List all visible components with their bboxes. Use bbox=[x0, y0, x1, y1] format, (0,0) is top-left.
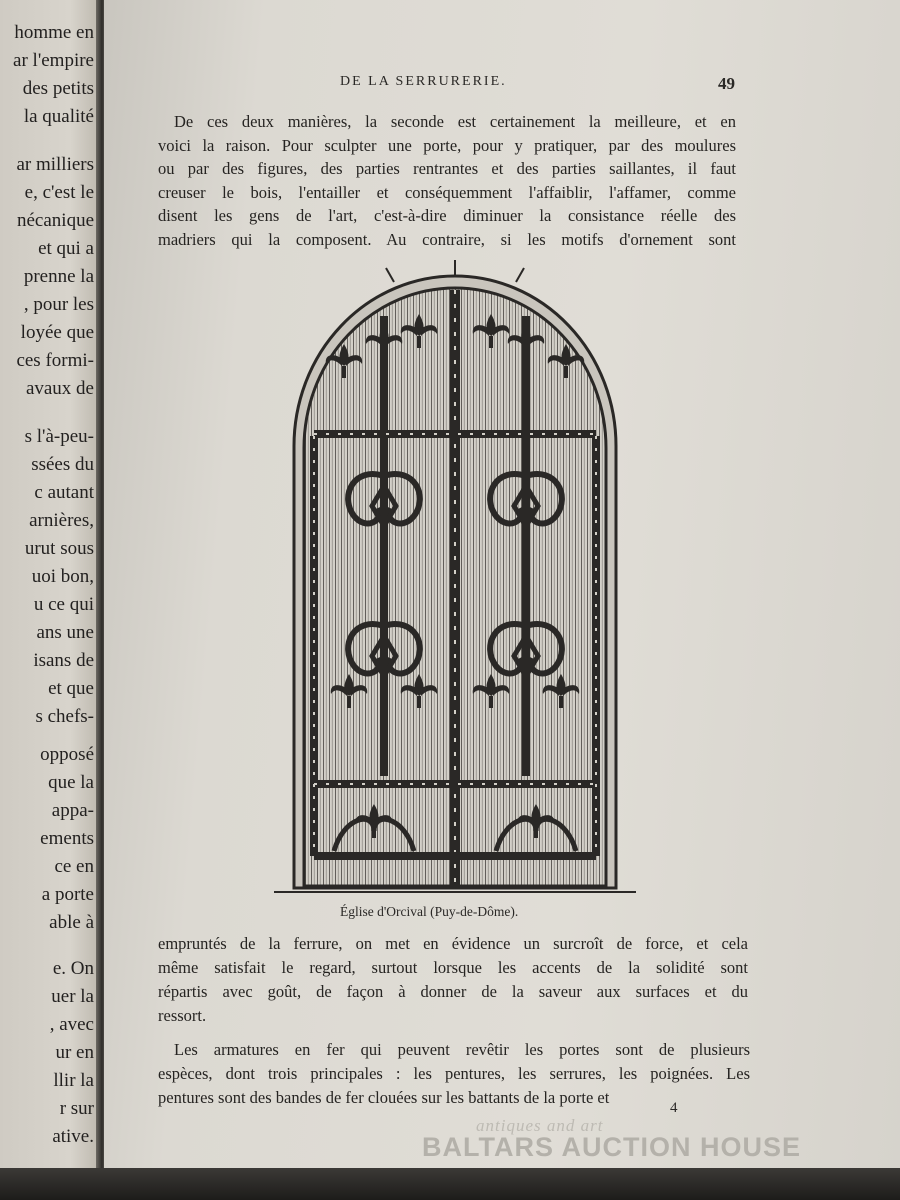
text-line: Les armatures en fer qui peuvent revêtir les portes sont de plusieurs bbox=[174, 1040, 750, 1059]
left-page-text-fragment: s l'à-peu- bbox=[24, 426, 94, 447]
running-title: DE LA SERRURERIE. bbox=[340, 74, 507, 89]
text-line: répartis avec goût, de façon à donner de la saveur aux surfaces et du bbox=[158, 982, 748, 1001]
left-page-text-fragment: uer la bbox=[51, 986, 94, 1007]
left-page-text-fragment: a porte bbox=[41, 884, 94, 905]
left-page-text-fragment: ur en bbox=[55, 1042, 94, 1063]
text-line: creuser le bois, l'entailler et conséquemment l'affaiblir, l'affamer, comme bbox=[158, 182, 736, 202]
left-page-text-fragment: appa- bbox=[51, 800, 94, 821]
left-page-text-fragment: arnières, bbox=[29, 510, 94, 531]
left-facing-page bbox=[0, 0, 100, 1200]
left-page-text-fragment: loyée que bbox=[20, 322, 94, 343]
page-number: 49 bbox=[718, 74, 735, 93]
left-page-text-fragment: u ce qui bbox=[33, 594, 94, 615]
left-page-text-fragment: prenne la bbox=[23, 266, 94, 287]
left-page-text-fragment: homme en bbox=[14, 22, 94, 43]
text-line: ou par des figures, des parties rentrantes et des parties saillantes, il faut bbox=[158, 159, 736, 178]
text-line: pentures sont des bandes de fer clouées sur les battants de la porte et bbox=[158, 1088, 610, 1107]
left-page-text-fragment: isans de bbox=[33, 650, 94, 671]
left-page-text-fragment: ements bbox=[40, 828, 94, 849]
left-page-text-fragment: , avec bbox=[49, 1014, 94, 1035]
signature-mark: 4 bbox=[670, 1100, 678, 1116]
text-line: De ces deux manières, la seconde est certainement la meilleure, et en bbox=[174, 112, 736, 131]
left-page-text-fragment: ans une bbox=[36, 622, 94, 643]
table-surface bbox=[0, 1168, 900, 1200]
left-page-text-fragment: des petits bbox=[22, 78, 94, 99]
text-line: madriers qui la composent. Au contraire, si les motifs d'ornement sont bbox=[158, 229, 736, 249]
text-line: voici la raison. Pour sculpter une porte, pour y pratiquer, par des moulures bbox=[158, 135, 736, 155]
left-page-text-fragment: avaux de bbox=[25, 378, 94, 399]
left-page-text-fragment: uoi bon, bbox=[31, 566, 94, 587]
left-page-text-fragment: llir la bbox=[53, 1070, 94, 1091]
left-page-text-fragment: et que bbox=[48, 678, 94, 699]
left-page-text-fragment: et qui a bbox=[38, 238, 94, 259]
left-page-text-fragment: s chefs- bbox=[35, 706, 94, 727]
left-page-text-fragment: ar l'empire bbox=[13, 50, 94, 71]
watermark-subtitle: antiques and art bbox=[476, 1116, 604, 1135]
left-page-text-fragment: , pour les bbox=[23, 294, 94, 315]
left-page-text-fragment: r sur bbox=[59, 1098, 94, 1119]
left-page-text-fragment: opposé bbox=[40, 744, 94, 765]
left-page-text-fragment: c autant bbox=[34, 482, 94, 503]
church-door-engraving bbox=[274, 256, 636, 896]
left-page-text-fragment: e, c'est le bbox=[24, 182, 94, 203]
text-line: espèces, dont trois principales : les pentures, les serrures, les poignées. Les bbox=[158, 1064, 750, 1083]
left-page-text-fragment: que la bbox=[48, 772, 94, 793]
text-line: disent les gens de l'art, c'est-à-dire diminuer la consistance réelle des bbox=[158, 206, 736, 225]
text-line: ressort. bbox=[158, 1006, 207, 1025]
left-page-text-fragment: ar milliers bbox=[16, 154, 94, 175]
left-page-text-fragment: nécanique bbox=[16, 210, 94, 231]
left-page-text-fragment: ative. bbox=[52, 1126, 94, 1147]
left-page-text-fragment: ces formi- bbox=[16, 350, 94, 371]
book-page bbox=[104, 0, 900, 1200]
text-line: même satisfait le regard, surtout lorsque les accents de la solidité sont bbox=[158, 958, 748, 977]
left-page-text-fragment: ce en bbox=[54, 856, 94, 877]
text-line: empruntés de la ferrure, on met en évidence un surcroît de force, et cela bbox=[158, 934, 748, 953]
watermark-title: BALTARS AUCTION HOUSE bbox=[422, 1132, 801, 1162]
figure-caption: Église d'Orcival (Puy-de-Dôme). bbox=[340, 904, 519, 919]
left-page-text-fragment: ssées du bbox=[31, 454, 94, 475]
left-page-text-fragment: able à bbox=[49, 912, 94, 933]
left-page-text-fragment: urut sous bbox=[24, 538, 94, 559]
left-page-text-fragment: la qualité bbox=[23, 106, 94, 127]
left-page-text-fragment: e. On bbox=[52, 958, 94, 979]
